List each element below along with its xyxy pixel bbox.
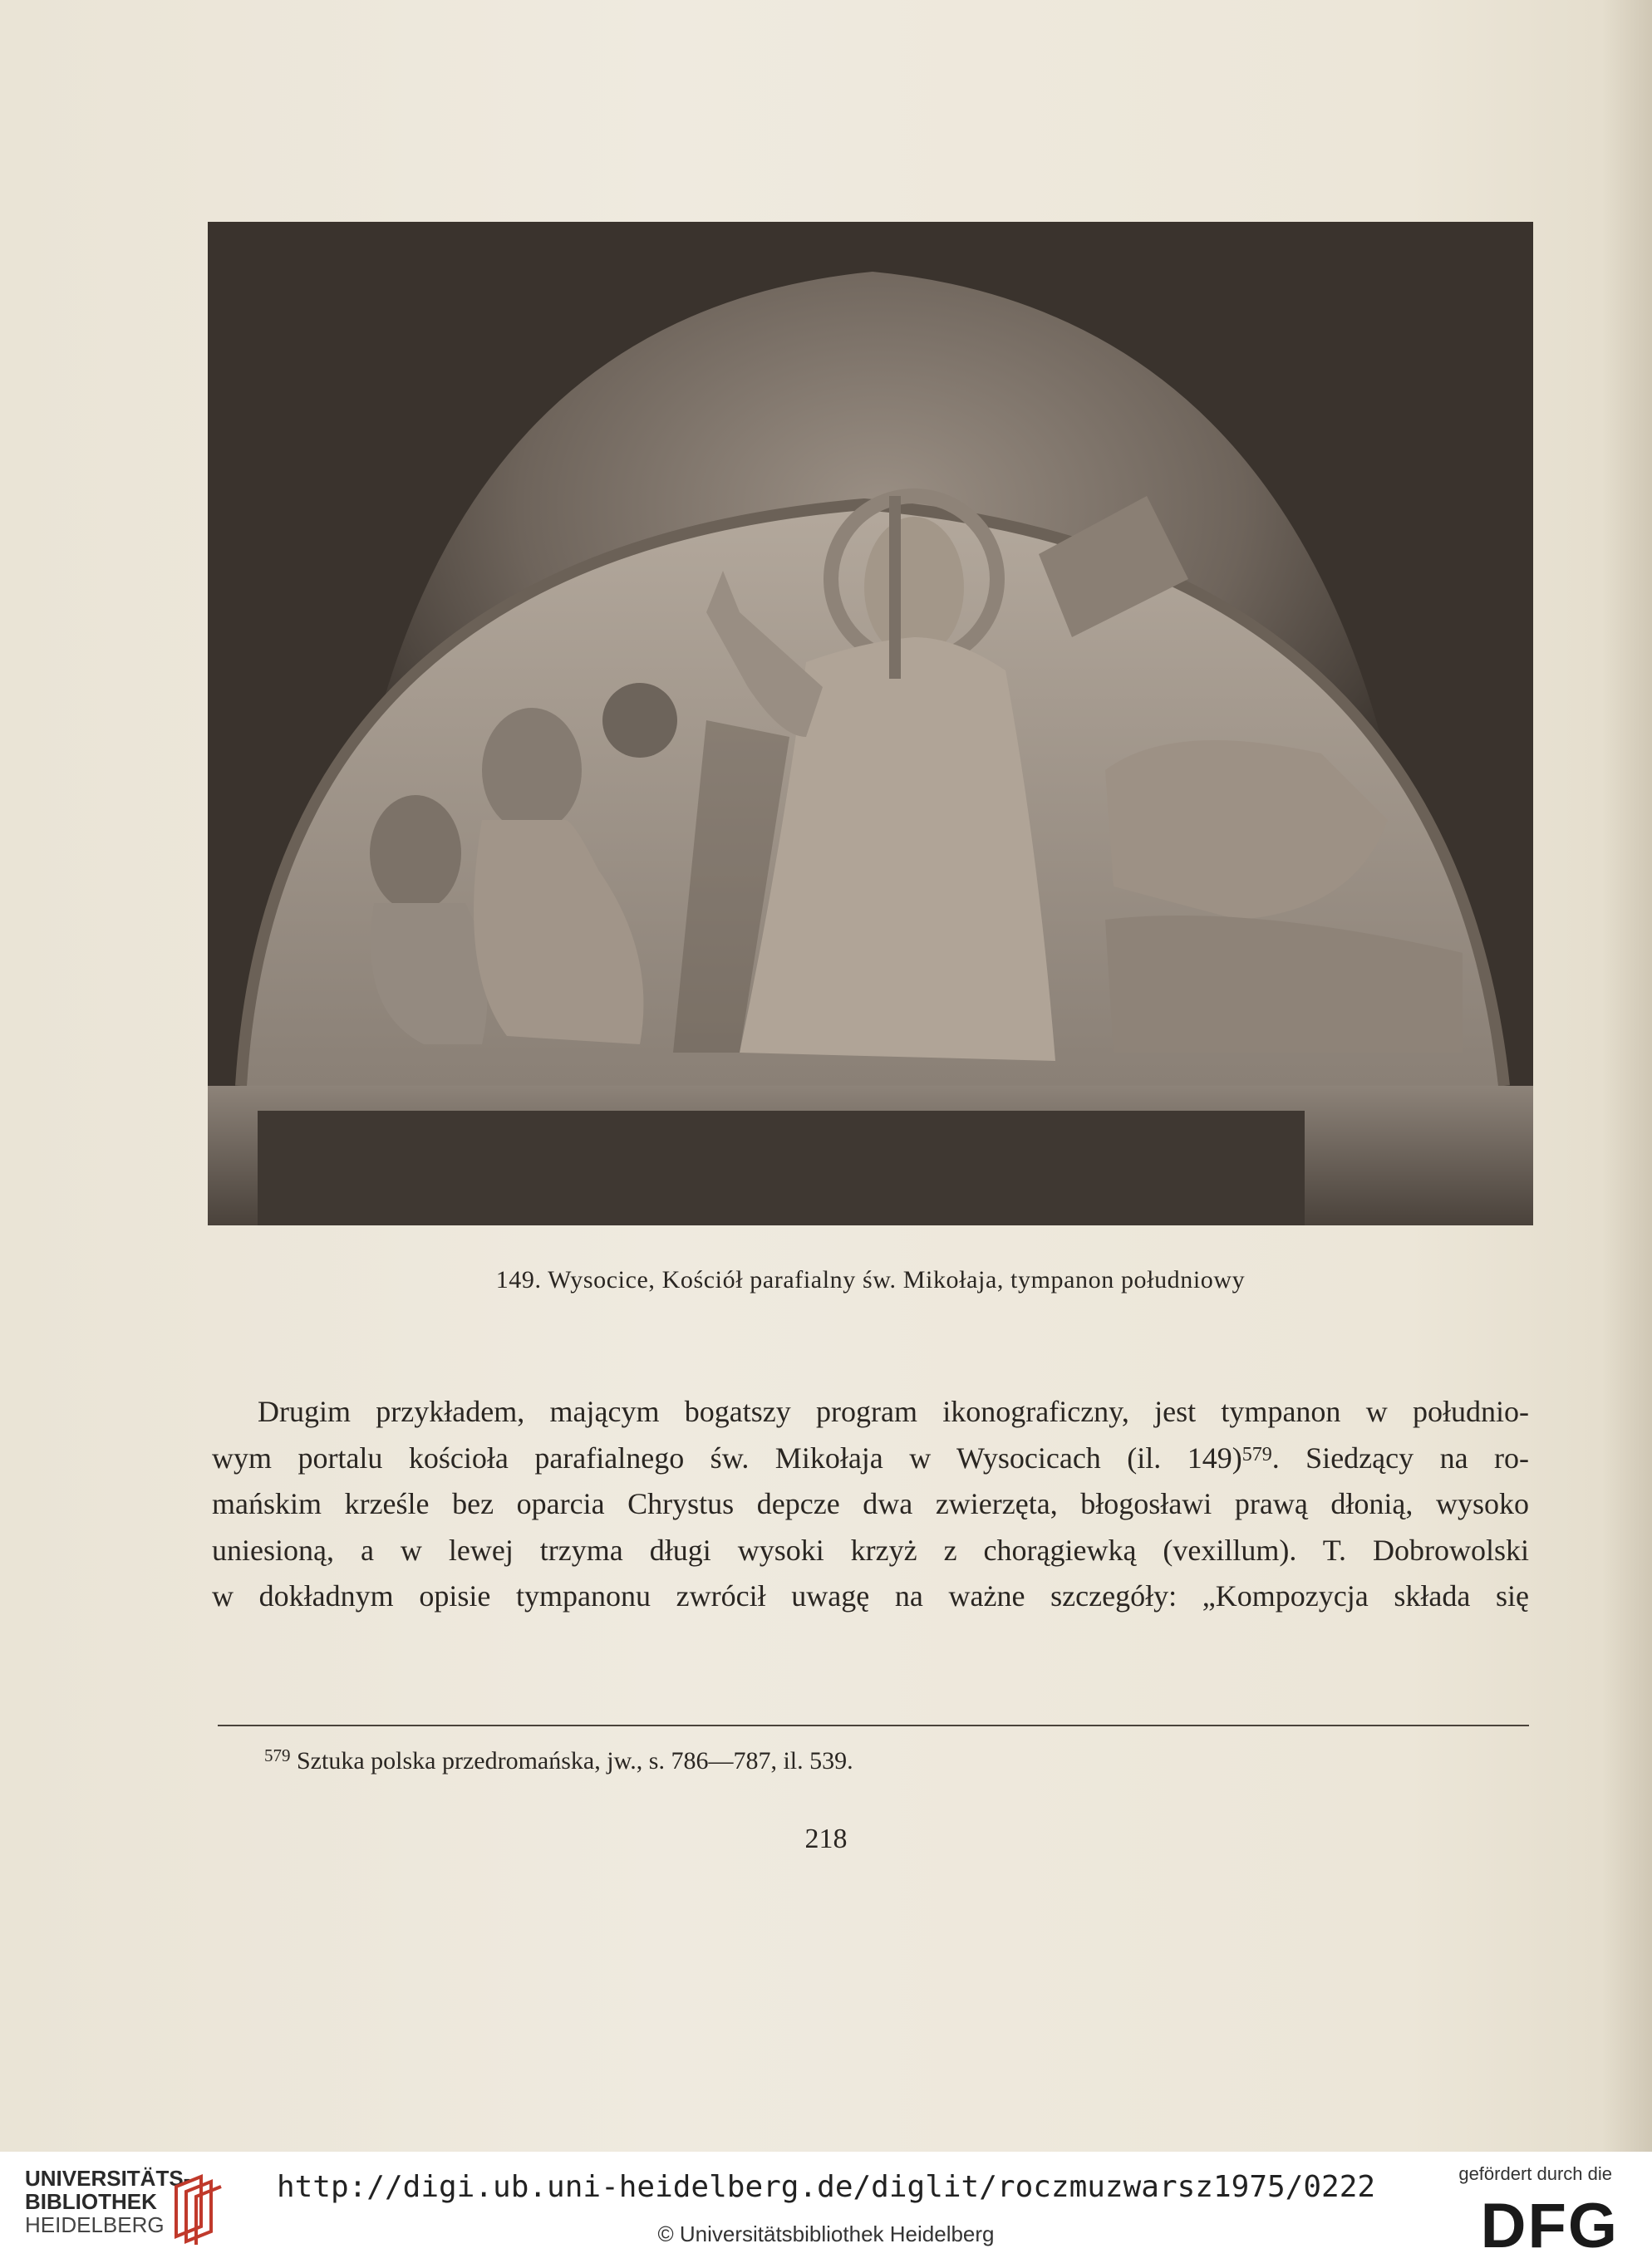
body-line: w dokładnym opisie tympanonu zwrócił uwagę na ważne szczegóły: „Kompozycja składa się bbox=[212, 1579, 1529, 1613]
figure-photo bbox=[208, 222, 1533, 1225]
body-line: Drugim przykładem, mającym bogatszy program ikonograficzny, jest tympanon w południo- bbox=[258, 1395, 1529, 1428]
copyright-notice: © Universitätsbibliothek Heidelberg bbox=[657, 2221, 995, 2246]
footnote-text: Sztuka polska przedromańska, jw., s. 786—787, il. 539. bbox=[297, 1747, 853, 1775]
footnote-marker: 579 bbox=[264, 1745, 291, 1765]
dfg-logo[interactable]: DFG bbox=[1480, 2191, 1619, 2261]
footnote-divider bbox=[218, 1725, 1529, 1726]
body-line bbox=[212, 1436, 1529, 1482]
permalink-url[interactable]: http://digi.ub.uni-heidelberg.de/diglit/roczmuzwarsz1975/0222 bbox=[276, 2170, 1376, 2204]
body-line-text: wym portalu kościoła parafialnego św. Mikołaja w Wysocicach (il. 149) bbox=[212, 1441, 1242, 1475]
footer-bar bbox=[0, 2152, 1652, 2268]
funder-note: gefördert durch die bbox=[1458, 2163, 1612, 2184]
body-paragraph bbox=[212, 1389, 1529, 1620]
body-line: mańskim krześle bez oparcia Chrystus depcze dwa zwierzęta, błogosławi prawą dłonią, wysoko bbox=[212, 1487, 1529, 1520]
footnote-reference[interactable]: 579 bbox=[1241, 1443, 1272, 1465]
page-number: 218 bbox=[804, 1824, 848, 1854]
library-name-line: UNIVERSITÄTS- bbox=[25, 2166, 191, 2191]
body-line: uniesioną, a w lewej trzyma długi wysoki krzyż z chorągiewką (vexillum). T. Dobrowolski bbox=[212, 1533, 1529, 1567]
library-name-line: HEIDELBERG bbox=[25, 2212, 165, 2237]
figure-caption: 149. Wysocice, Kościół parafialny św. Mikołaja, tympanon południowy bbox=[495, 1266, 1246, 1294]
body-line-text: . Siedzący na ro- bbox=[1271, 1441, 1529, 1475]
footnote bbox=[264, 1747, 853, 1775]
tympanum-illustration bbox=[208, 222, 1533, 1225]
library-name-line: BIBLIOTHEK bbox=[25, 2189, 157, 2214]
